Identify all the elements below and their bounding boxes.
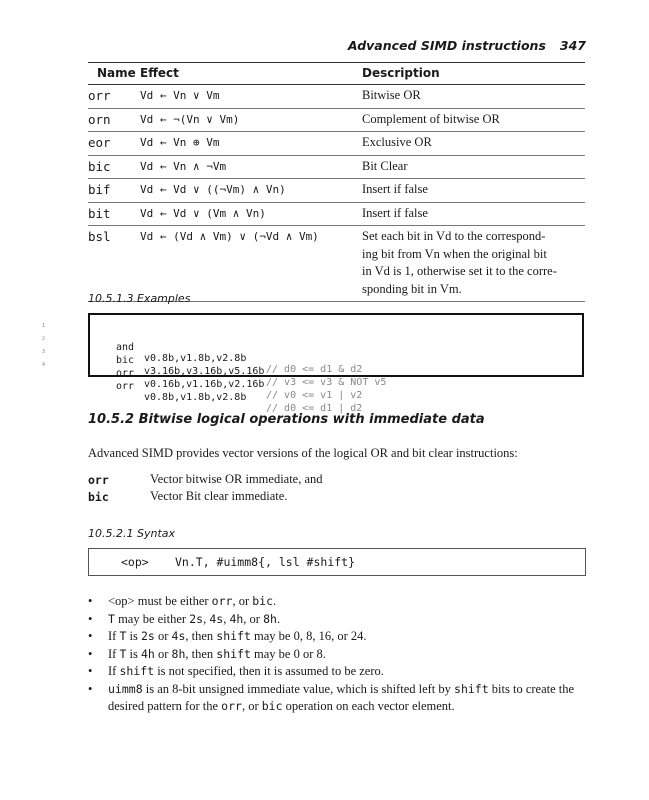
text-run: , or <box>243 611 264 626</box>
text-run: may be 0 or 8. <box>250 646 326 661</box>
op-description <box>362 226 585 302</box>
text-run: If <box>108 664 120 678</box>
text-run: , <box>203 611 210 626</box>
desc-line: ing bit from Vn when the original bit <box>362 246 547 261</box>
text-run: is an 8-bit unsigned immediate value, which is shifted left by <box>142 681 455 696</box>
op-effect: Vd ← Vn ∨ Vm <box>140 89 220 102</box>
text-run: , then <box>185 629 217 643</box>
term-bic-desc: Vector Bit clear immediate. <box>150 489 288 503</box>
syntax-rules-list <box>88 593 588 716</box>
op-name: bsl <box>88 229 111 244</box>
term-orr: orr <box>88 473 109 487</box>
table-row <box>88 108 585 132</box>
code-comment: // d0 <= d1 | d2 <box>266 403 363 414</box>
code-token: T <box>119 646 127 661</box>
bitwise-ops-table <box>88 62 585 302</box>
code-token: bic <box>261 699 283 713</box>
text-run: bits to create the desired pattern for the <box>108 681 575 713</box>
code-token: 4h <box>140 646 155 661</box>
examples-caption: 10.5.1.3 Examples <box>88 292 191 305</box>
code-args: v0.16b,v1.16b,v2.16b <box>144 379 265 390</box>
code-token: 4s <box>209 611 224 626</box>
text-run: or <box>154 646 172 661</box>
text-run: is not specified, then it is assumed to be zero. <box>154 664 384 678</box>
text-run: . <box>273 594 277 608</box>
line-number: 4 <box>41 362 45 368</box>
code-args: v0.8b,v1.8b,v2.8b <box>144 392 247 403</box>
code-token: bic <box>252 594 274 608</box>
text-run: may be 0, 8, 16, or 24. <box>250 629 367 643</box>
text-run: If <box>108 646 120 661</box>
text-run: , then <box>185 646 217 661</box>
bullet-item <box>88 646 588 664</box>
line-number: 2 <box>41 336 45 342</box>
code-token: 8h <box>171 646 186 661</box>
op-name: bic <box>88 158 111 174</box>
op-description: Insert if false <box>362 182 428 196</box>
col-header-effect: Effect <box>140 66 179 80</box>
term-bic: bic <box>88 490 109 504</box>
code-token: T <box>119 629 127 643</box>
op-description: Exclusive OR <box>362 135 432 149</box>
term-orr-desc: Vector bitwise OR immediate, and <box>150 472 323 486</box>
section-title: 10.5.2 Bitwise logical operations with immediate data <box>88 412 485 427</box>
table-row <box>88 132 585 156</box>
op-effect: Vd ← Vn ⊕ Vm <box>140 136 220 149</box>
code-token: 4h <box>229 611 244 626</box>
code-comment: // v3 <= v3 & NOT v5 <box>266 377 387 388</box>
code-listing <box>41 313 584 414</box>
op-description: Complement of bitwise OR <box>362 111 500 126</box>
line-number: 3 <box>41 349 45 355</box>
text-run: is <box>126 629 141 643</box>
code-args: v3.16b,v3.16b,v5.16b <box>144 366 265 377</box>
desc-line: Set each bit in Vd to the correspond- <box>362 229 546 243</box>
col-header-description: Description <box>362 66 440 80</box>
text-run: is <box>126 646 141 661</box>
text-run: , or <box>232 594 253 608</box>
text-run: If <box>108 629 120 643</box>
table-row <box>88 85 585 109</box>
bullet-item <box>88 663 588 681</box>
running-title: Advanced SIMD instructions <box>347 38 546 53</box>
text-run: <op> must be either <box>108 594 212 608</box>
op-description: Bit Clear <box>362 158 408 173</box>
syntax-box <box>88 548 586 576</box>
table-row <box>88 179 585 203</box>
op-effect: Vd ← (Vd ∧ Vm) ∨ (¬Vd ∧ Vm) <box>140 230 319 243</box>
text-run: . <box>276 611 281 626</box>
table-row <box>88 226 585 302</box>
code-token: shift <box>119 664 155 678</box>
syntax-op: <op> <box>121 555 149 569</box>
text-run: or <box>154 629 172 643</box>
code-token: T <box>108 611 115 626</box>
code-token: orr <box>221 699 242 713</box>
code-comment: // d0 <= d1 & d2 <box>266 364 363 375</box>
table-row <box>88 202 585 226</box>
desc-line: sponding bit in Vm. <box>362 281 462 296</box>
code-token: orr <box>211 594 233 608</box>
op-name: orn <box>88 111 111 127</box>
bullet-item <box>88 611 588 629</box>
bullet-item <box>88 593 588 611</box>
code-comment: // v0 <= v1 | v2 <box>266 390 363 401</box>
syntax-format: Vn.T, #uimm8{, lsl #shift} <box>175 555 356 569</box>
code-token: 4s <box>171 629 186 643</box>
code-op: orr <box>116 381 135 392</box>
text-run: , <box>223 611 230 626</box>
code-token: 2s <box>140 629 155 643</box>
table-row <box>88 155 585 179</box>
bullet-item <box>88 628 588 646</box>
page-number: 347 <box>559 38 586 53</box>
op-description: Bitwise OR <box>362 88 421 102</box>
code-op: orr <box>116 368 135 379</box>
text-run: , or <box>241 699 262 713</box>
op-name: bit <box>88 205 111 221</box>
code-op: and <box>116 342 135 353</box>
code-token: 8h <box>263 611 277 626</box>
code-token: uimm8 <box>108 681 143 696</box>
code-token: 2s <box>189 611 204 626</box>
op-effect: Vd ← Vd ∨ (Vm ∧ Vn) <box>140 206 266 220</box>
code-token: shift <box>216 629 251 643</box>
code-token: shift <box>454 681 489 696</box>
code-args: v0.8b,v1.8b,v2.8b <box>144 353 247 364</box>
code-token: shift <box>216 646 251 661</box>
desc-line: in Vd is 1, otherwise set it to the corre- <box>362 264 557 278</box>
op-effect: Vd ← Vd ∨ ((¬Vm) ∧ Vn) <box>140 183 286 196</box>
op-name: bif <box>88 182 111 197</box>
syntax-caption: 10.5.2.1 Syntax <box>88 527 176 540</box>
table-header-row <box>88 63 585 85</box>
code-op: bic <box>116 355 135 366</box>
text-run: operation on each vector element. <box>282 699 455 713</box>
op-name: orr <box>88 88 111 103</box>
text-run: may be either <box>114 611 190 626</box>
op-name: eor <box>88 135 111 150</box>
op-effect: Vd ← Vn ∧ ¬Vm <box>140 159 227 173</box>
col-header-name: Name <box>97 66 136 80</box>
line-number: 1 <box>41 323 45 329</box>
bullet-item <box>88 681 588 716</box>
op-effect: Vd ← ¬(Vn ∨ Vm) <box>140 112 240 126</box>
running-header <box>348 38 586 53</box>
op-description: Insert if false <box>362 205 428 220</box>
intro-paragraph: Advanced SIMD provides vector versions of the logical OR and bit clear instructions: <box>88 446 518 460</box>
